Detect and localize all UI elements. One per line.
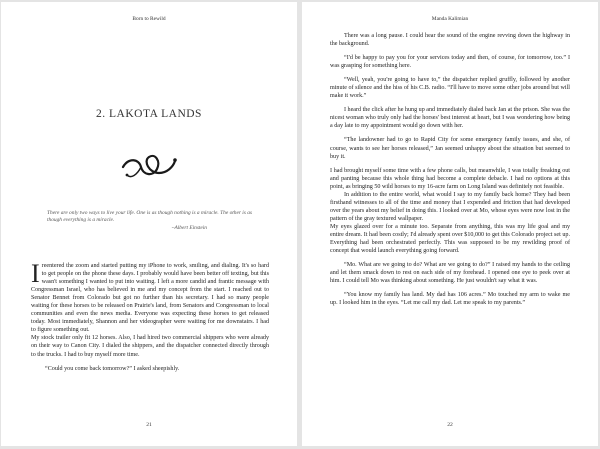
paragraph: “Well, yeah, you're going to have to,” the dispatcher replied gruffly, followed by another minute of silence and the hiss of his C.B. radio. “I'll have to move some other jobs around but will make it work.” [330, 77, 570, 100]
epigraph-attribution: ~Albert Einstein [171, 224, 207, 231]
paragraph: Ireentered the zoom and started putting my iPhone to work, smiling, and dialing. It's so hard to get people on the phone these days. I probably would have been better off texting, but this wasn't something I wanted to put into waiting. I left a more candid and frantic message with Congressman Israel, who has believed in me and my concept from the start. I reached out to Senator Bennet from Colorado but got no further than his secretary. I had so many people waiting for these horses to be released on Prairie's land, from Senators and Congressman to local communities and even the news media. Everyone was expecting these horses to get released today. Most immediately, Shannon and her videographer were waiting for me downstairs. I had to figure something out. [31, 259, 269, 334]
right-body-text [330, 32, 570, 307]
paragraph: There was a long pause. I could hear the sound of the engine revving down the highway in the background. [330, 33, 570, 48]
left-body-text [31, 259, 269, 373]
chapter-title: 2. LAKOTA LANDS [96, 108, 202, 120]
right-page [302, 2, 598, 446]
flourish-ornament-icon [119, 145, 179, 187]
drop-cap: I [31, 259, 40, 288]
epigraph-quote: There are only two ways to live your life. One is as though nothing is a miracle. The other is as though everything is a miracle. [47, 210, 253, 224]
paragraph: “You know my family has land. My dad has 106 acres.” Mo touched my arm to wake me up. I looked him in the eyes. “Let me call my dad. Let me speak to my parents.” [330, 292, 570, 307]
page-number-left: 21 [146, 422, 152, 428]
epigraph [47, 210, 253, 232]
paragraph: “Mo. What are we going to do? What are we going to do?” I raised my hands to the ceiling and let them smack down to rest on each side of my forehead. I opened one eye to peek over at him. I could tell Mo was thinking about something. He just wouldn't say what it was. [330, 262, 570, 285]
paragraph: “The landowner had to go to Rapid City for some emergency family issues, and she, of course, wants to see her horses released,” Jan seemed unhappy about the situation but seemed to buy it. [330, 137, 570, 160]
paragraph: I had brought myself some time with a few phone calls, but meanwhile, I was totally freaking out and panting because this whole thing had become a complete debacle. I had no options at this point, as bringing 50 wild horses to my 16-acre farm on Long Island was definitely not feasible. [330, 167, 570, 190]
paragraph: “Could you come back tomorrow?” I asked sheepishly. [45, 365, 180, 372]
paragraph: My eyes glazed over for a minute too. Separate from anything, this was my life goal and my entire dream. It had been costly; I'd already spent over $10,000 to get this Colorado project set up. Everything had been orchestrated perfectly. This was supposed to be my rewilding proof of concept that would launch everything going forward. [330, 223, 570, 255]
page-number-right: 22 [447, 422, 453, 428]
running-header-right: Manda Kalimian [431, 16, 469, 22]
running-header-left: Born to Rewild [132, 16, 166, 22]
paragraph: “I'd be happy to pay you for your services today and then, of course, for tomorrow, too.” I was grasping for something here. [330, 55, 570, 70]
paragraph: I heard the click after he hung up and immediately dialed back Jan at the prison. She was the nicest woman who truly only had the horses' best interest at heart, but I was wondering how being a day late to my appointment would go down with her. [330, 107, 570, 130]
paragraph: In addition to the entire world, what would I say to my family back home? They had been firsthand witnesses to all of the time and money that I expended and friction that had developed over the years about my belief in doing this. I looked over at Mo, whose eyes were now lost in the pattern of the gray textured wallpaper. [330, 191, 570, 222]
paragraph: My stock trailer only fit 12 horses. Also, I had hired two commercial shippers who were already on their way to Canon City. I dialed the shippers, and the dispatcher connected directly through to the trucks. I had to buy myself more time. [31, 335, 269, 358]
left-page [1, 2, 297, 446]
